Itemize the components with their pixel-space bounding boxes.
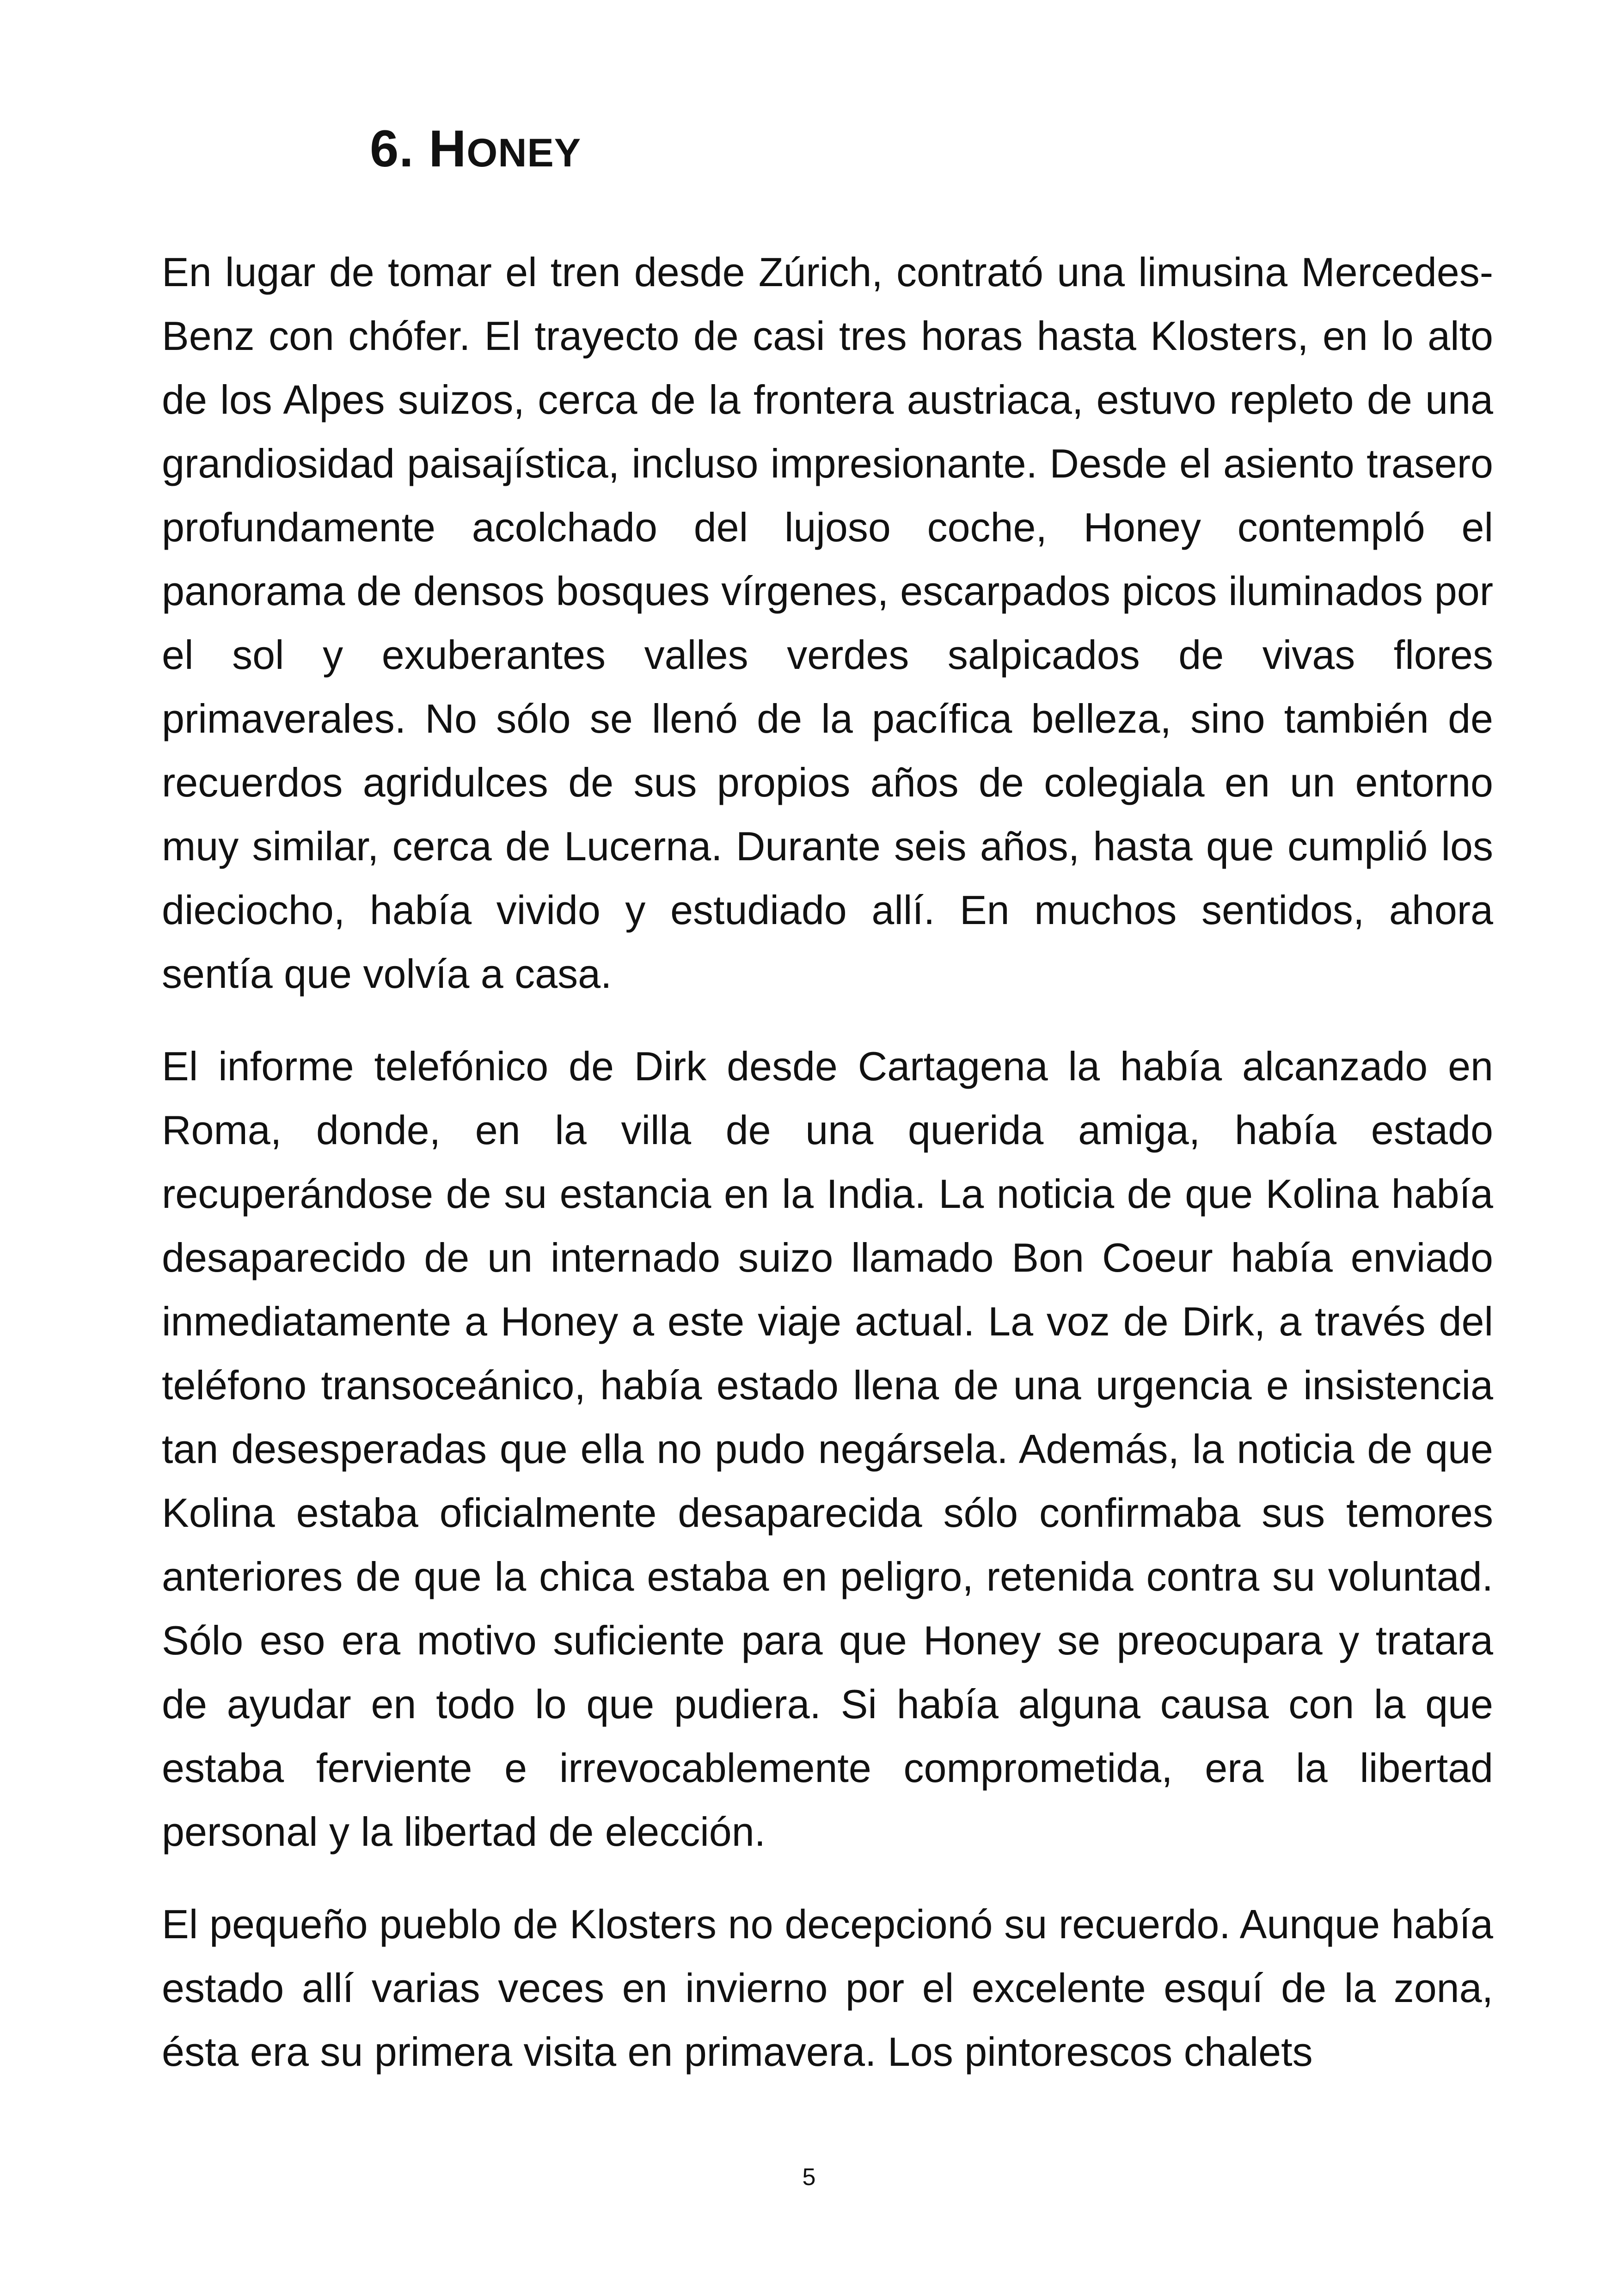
body-text [162,240,1493,2112]
chapter-number: 6. [370,120,414,178]
chapter-heading [370,118,581,180]
chapter-title-initial: H [429,120,467,178]
paragraph-1: En lugar de tomar el tren desde Zúrich, contrató una limusina Mercedes-Benz con chófer. El trayecto de casi tres horas hasta Klosters, en lo alto de los Alpes suizos, cerca de la frontera austriaca, estuvo repleto de una grandiosidad paisajística, incluso impresionante. Desde el asiento trasero profundamente acolchado del lujoso coche, Honey contempló el panorama de densos bosques vírgenes, escarpados picos iluminados por el sol y exuberantes valles verdes salpicados de vivas flores primaverales. No sólo se llenó de la pacífica belleza, sino también de recuerdos agridulces de sus propios años de colegiala en un entorno muy similar, cerca de Lucerna. Durante seis años, hasta que cumplió los dieciocho, había vivido y estudiado allí. En muchos sentidos, ahora sentía que volvía a casa. [162,249,1493,997]
chapter-title-rest: ONEY [466,131,582,175]
paragraph-2: El informe telefónico de Dirk desde Cartagena la había alcanzado en Roma, donde, en la villa de una querida amiga, había estado recuperándose de su estancia en la India. La noticia de que Kolina había desaparecido de un internado suizo llamado Bon Coeur había enviado inmediatamente a Honey a este viaje actual. La voz de Dirk, a través del teléfono transoceánico, había estado llena de una urgencia e insistencia tan desesperadas que ella no pudo negársela. Además, la noticia de que Kolina estaba oficialmente desaparecida sólo confirmaba sus temores anteriores de que la chica estaba en peligro, retenida contra su voluntad. Sólo eso era motivo suficiente para que Honey se preocupara y tratara de ayudar en todo lo que pudiera. Si había alguna causa con la que estaba ferviente e irrevocablemente comprometida, era la libertad personal y la libertad de elección. [162,1043,1493,1855]
page-number: 5 [802,2164,816,2191]
paragraph-3: El pequeño pueblo de Klosters no decepcionó su recuerdo. Aunque había estado allí varias veces en invierno por el excelente esquí de la zona, ésta era su primera visita en primavera. Los pintorescos chalets [162,1901,1493,2075]
